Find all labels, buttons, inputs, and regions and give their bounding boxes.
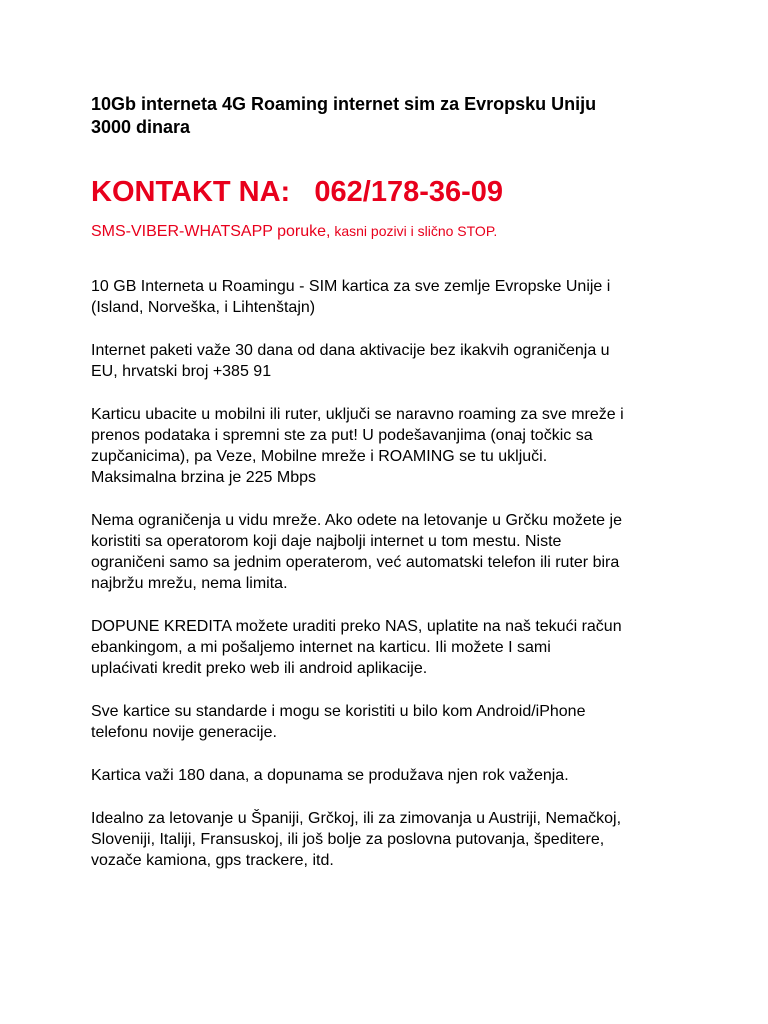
paragraph-use-cases: Idealno za letovanje u Španiji, Grčkoj, ili za zimovanja u Austriji, Nemačkoj, Sloveniji, Italiji, Fransuskoj, ili još bolje za poslovna putovanja, špeditere, vozače kamiona, gps trackere, itd. bbox=[91, 810, 622, 869]
paragraph-setup: Karticu ubacite u mobilni ili ruter, uključi se naravno roaming za sve mreže i prenos podataka i spremni ste za put! U podešavanjima (onaj točkic sa zupčanicima), pa Veze, Mobilne mreže i ROAMING se tu uključi. Maksimalna brzina je 225 Mbps bbox=[91, 406, 624, 486]
sms-main: SMS-VIBER-WHATSAPP poruke, bbox=[91, 223, 331, 240]
ad-title bbox=[91, 93, 718, 139]
paragraph-topup: DOPUNE KREDITA možete uraditi preko NAS, uplatite na naš tekući račun ebankingom, a mi pošaljemo internet na karticu. Ili možete I sami uplaćivati kredit preko web ili android aplikacije. bbox=[91, 618, 622, 677]
sms-note bbox=[91, 221, 718, 242]
sms-extra-note: kasni pozivi i slično STOP. bbox=[330, 223, 498, 239]
contact-line bbox=[91, 175, 718, 209]
ad-title-line-1: 10Gb interneta 4G Roaming internet sim za Evropsku Uniju bbox=[91, 94, 597, 114]
paragraph-validity: Internet paketi važe 30 dana od dana aktivacije bez ikakvih ograničenja u EU, hrvatski broj +385 91 bbox=[91, 342, 610, 380]
ad-title-line-2: 3000 dinara bbox=[91, 117, 191, 137]
paragraph-compatibility: Sve kartice su standarde i mogu se koristiti u bilo kom Android/iPhone telefonu novije generacije. bbox=[91, 703, 586, 741]
contact-phone: 062/178-36-09 bbox=[314, 176, 504, 208]
paragraph-coverage: 10 GB Interneta u Roamingu - SIM kartica za sve zemlje Evropske Unije i (Island, Norveška, i Lihtenštajn) bbox=[91, 278, 611, 316]
paragraph-card-validity: Kartica važi 180 dana, a dopunama se produžava njen rok važenja. bbox=[91, 767, 569, 784]
contact-label: KONTAKT NA: bbox=[91, 176, 291, 208]
ad-body bbox=[91, 276, 718, 871]
paragraph-network: Nema ograničenja u vidu mreže. Ako odete na letovanje u Grčku možete je koristiti sa operatorom koji daje najbolji internet u tom mestu. Niste ograničeni samo sa jednim operaterom, već automatski telefon ili ruter bira najbržu mrežu, nema limita. bbox=[91, 512, 622, 592]
